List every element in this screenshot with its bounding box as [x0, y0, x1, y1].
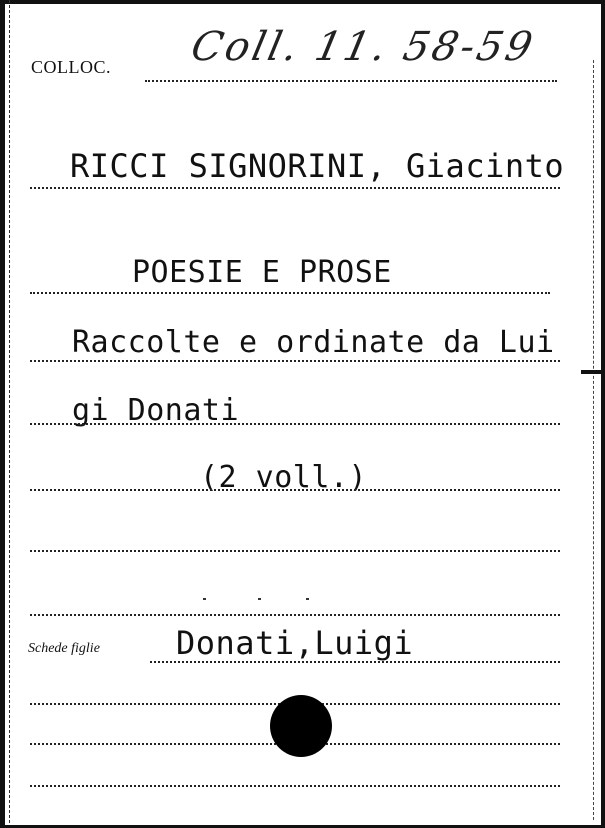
card-border-right-inner — [593, 60, 595, 820]
author-dotline — [30, 187, 560, 189]
schede-value: Donati,Luigi — [176, 624, 414, 662]
volume-count: (2 voll.) — [200, 460, 368, 495]
note-line-2: gi Donati — [72, 393, 240, 428]
card-border-left — [0, 0, 5, 828]
scan-speck — [203, 598, 206, 600]
colloc-label: COLLOC. — [31, 57, 111, 77]
title-dotline — [30, 292, 550, 294]
empty-dotline — [30, 785, 560, 787]
edge-mark — [581, 370, 603, 374]
card-border-top — [0, 0, 605, 4]
author-name: RICCI SIGNORINI, Giacinto — [70, 147, 565, 185]
scan-speck — [306, 598, 309, 600]
work-title: POESIE E PROSE — [132, 255, 392, 290]
card-border-right — [601, 0, 605, 828]
card-border-left-inner — [9, 0, 11, 828]
schede-label: Schede figlie — [28, 641, 100, 656]
scan-speck — [258, 598, 261, 600]
note-line-2-dotline — [30, 423, 560, 425]
note-line-1: Raccolte e ordinate da Lui — [72, 325, 555, 360]
volume-dotline — [30, 489, 560, 491]
note-line-1-dotline — [30, 360, 560, 362]
empty-dotline — [30, 550, 560, 552]
schede-dotline — [150, 661, 560, 663]
empty-dotline — [30, 614, 560, 616]
colloc-dotline — [145, 80, 557, 82]
colloc-value: Coll. 11. 58-59 — [187, 24, 540, 70]
punch-hole — [270, 695, 332, 757]
